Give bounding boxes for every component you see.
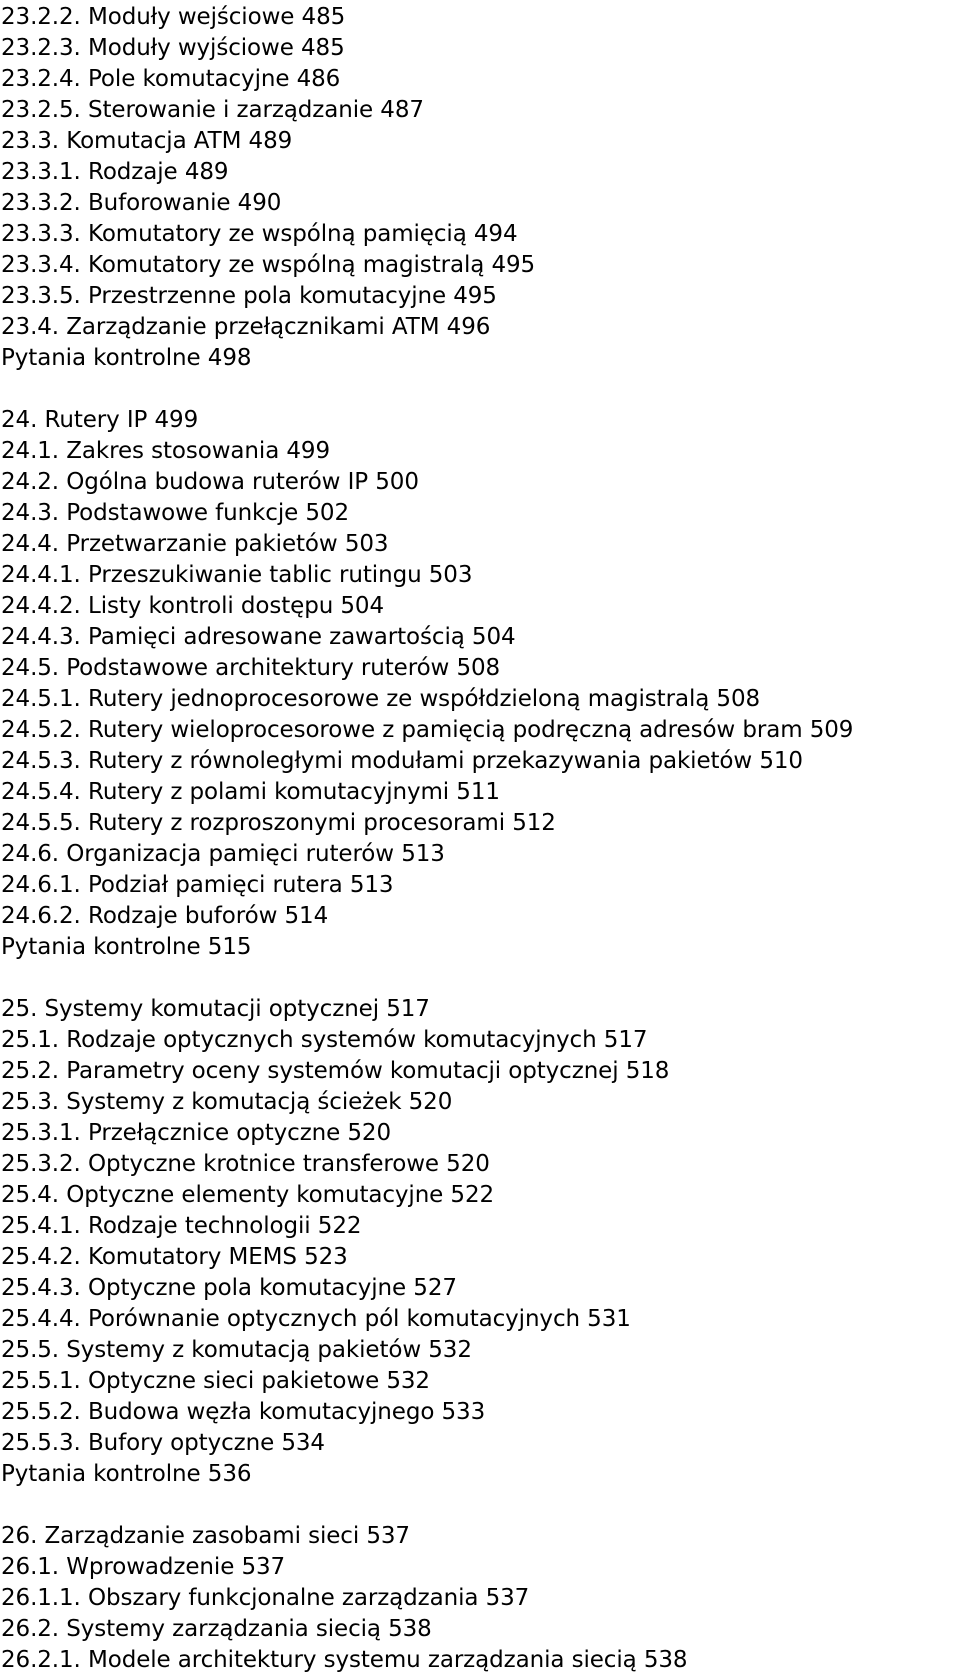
toc-entry: 25.2. Parametry oceny systemów komutacji optycznej 518 xyxy=(1,1058,670,1084)
toc-entry: 24.6.1. Podział pamięci rutera 513 xyxy=(1,872,394,898)
toc-entry: 23.3. Komutacja ATM 489 xyxy=(1,128,293,154)
toc-entry: 23.3.1. Rodzaje 489 xyxy=(1,159,229,185)
toc-entry: 25.5. Systemy z komutacją pakietów 532 xyxy=(1,1337,472,1363)
toc-entry: 24.3. Podstawowe funkcje 502 xyxy=(1,500,349,526)
toc-entry: 26.2. Systemy zarządzania siecią 538 xyxy=(1,1616,432,1642)
toc-group xyxy=(1,994,956,1490)
toc-entry: 24.6. Organizacja pamięci ruterów 513 xyxy=(1,841,445,867)
toc-entry: Pytania kontrolne 536 xyxy=(1,1461,252,1487)
toc-entry: 24.4.1. Przeszukiwanie tablic rutingu 503 xyxy=(1,562,473,588)
toc-entry: 25.4.1. Rodzaje technologii 522 xyxy=(1,1213,362,1239)
toc-entry: 25.3. Systemy z komutacją ścieżek 520 xyxy=(1,1089,453,1115)
toc-entry: 25.4. Optyczne elementy komutacyjne 522 xyxy=(1,1182,495,1208)
toc-entry: 23.2.4. Pole komutacyjne 486 xyxy=(1,66,341,92)
toc-entry: 24. Rutery IP 499 xyxy=(1,407,199,433)
toc-entry: 25.4.2. Komutatory MEMS 523 xyxy=(1,1244,348,1270)
toc-group xyxy=(1,2,956,374)
toc-entry: 23.2.5. Sterowanie i zarządzanie 487 xyxy=(1,97,424,123)
toc-entry: 24.2. Ogólna budowa ruterów IP 500 xyxy=(1,469,419,495)
toc-entry: 24.5.2. Rutery wieloprocesorowe z pamięcią podręczną adresów bram 509 xyxy=(1,717,854,743)
toc-entry: 24.4. Przetwarzanie pakietów 503 xyxy=(1,531,389,557)
toc-entry: 23.3.5. Przestrzenne pola komutacyjne 495 xyxy=(1,283,497,309)
toc-entry: 25.4.4. Porównanie optycznych pól komutacyjnych 531 xyxy=(1,1306,631,1332)
toc-entry: 24.5.1. Rutery jednoprocesorowe ze współdzieloną magistralą 508 xyxy=(1,686,761,712)
toc-entry: 25.4.3. Optyczne pola komutacyjne 527 xyxy=(1,1275,457,1301)
toc-entry: Pytania kontrolne 498 xyxy=(1,345,252,371)
toc-entry: 26. Zarządzanie zasobami sieci 537 xyxy=(1,1523,410,1549)
toc-entry: 24.6.2. Rodzaje buforów 514 xyxy=(1,903,329,929)
toc-entry: 24.5.5. Rutery z rozproszonymi procesorami 512 xyxy=(1,810,556,836)
toc-entry: 25.5.1. Optyczne sieci pakietowe 532 xyxy=(1,1368,430,1394)
toc-entry: 25.3.1. Przełącznice optyczne 520 xyxy=(1,1120,392,1146)
toc-entry: 25.5.3. Bufory optyczne 534 xyxy=(1,1430,325,1456)
toc-entry: 24.5.4. Rutery z polami komutacyjnymi 511 xyxy=(1,779,500,805)
toc-entry: 23.2.3. Moduły wyjściowe 485 xyxy=(1,35,345,61)
toc-group xyxy=(1,405,956,963)
toc-entry: 24.4.2. Listy kontroli dostępu 504 xyxy=(1,593,384,619)
toc-entry: 25. Systemy komutacji optycznej 517 xyxy=(1,996,430,1022)
toc-entry: 24.5. Podstawowe architektury ruterów 508 xyxy=(1,655,501,681)
toc-entry: 25.3.2. Optyczne krotnice transferowe 520 xyxy=(1,1151,490,1177)
toc-entry: 26.1.1. Obszary funkcjonalne zarządzania 537 xyxy=(1,1585,530,1611)
toc-entry: 25.5.2. Budowa węzła komutacyjnego 533 xyxy=(1,1399,486,1425)
toc-entry: 23.3.4. Komutatory ze wspólną magistralą 495 xyxy=(1,252,536,278)
toc-entry: 23.3.3. Komutatory ze wspólną pamięcią 494 xyxy=(1,221,518,247)
toc-entry: 23.2.2. Moduły wejściowe 485 xyxy=(1,4,346,30)
toc-entry: 24.5.3. Rutery z równoległymi modułami przekazywania pakietów 510 xyxy=(1,748,803,774)
toc-entry: 25.1. Rodzaje optycznych systemów komutacyjnych 517 xyxy=(1,1027,648,1053)
toc-entry: 23.3.2. Buforowanie 490 xyxy=(1,190,282,216)
toc-entry: 23.4. Zarządzanie przełącznikami ATM 496 xyxy=(1,314,491,340)
toc-entry: 24.4.3. Pamięci adresowane zawartością 504 xyxy=(1,624,516,650)
table-of-contents xyxy=(1,2,956,1676)
toc-entry: 26.1. Wprowadzenie 537 xyxy=(1,1554,286,1580)
toc-entry: 26.2.1. Modele architektury systemu zarządzania siecią 538 xyxy=(1,1647,688,1673)
toc-entry: 24.1. Zakres stosowania 499 xyxy=(1,438,331,464)
toc-entry: Pytania kontrolne 515 xyxy=(1,934,252,960)
toc-group xyxy=(1,1521,956,1676)
